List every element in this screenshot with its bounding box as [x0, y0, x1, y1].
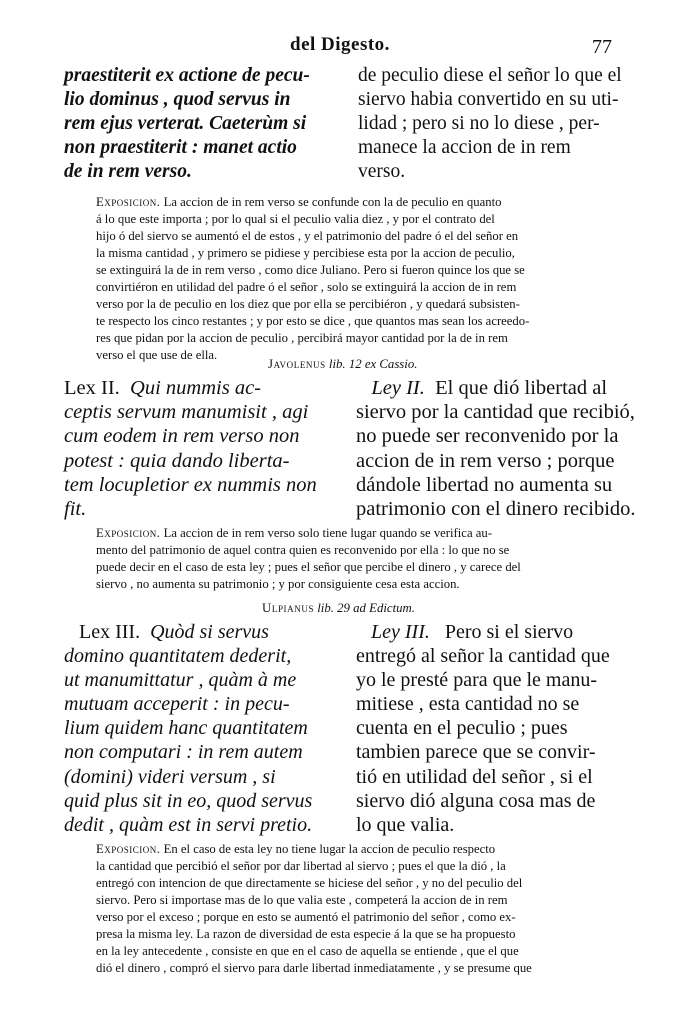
spanish-line: siervo por la cantidad que recibió, [356, 401, 635, 424]
spanish-line: siervo dió alguna cosa mas de [356, 789, 596, 812]
spanish-line: tió en utilidad del señor , si el [356, 765, 593, 788]
spanish-line: lo que valia. [356, 813, 455, 836]
note-line: verso por el exceso ; porque en esto se aumentó el patrimonio del señor , como ex- [96, 910, 516, 924]
source-author: Javolenus [268, 357, 326, 371]
latin-line: non praestiterit : manet actio [64, 137, 297, 158]
spanish-line: verso. [358, 161, 406, 182]
source-reference: lib. 29 ad Edictum. [317, 601, 415, 615]
spanish-line [356, 376, 626, 400]
spanish-line: accion de in rem verso ; porque [356, 449, 615, 472]
latin-line: ut manumittatur , quàm à me [64, 669, 297, 692]
source-reference: lib. 12 ex Cassio. [328, 357, 418, 371]
spanish-line: yo le presté para que le manu- [356, 669, 598, 692]
exposition-note-1 [96, 194, 622, 364]
spanish-line: lidad ; pero si no lo diese , per- [358, 113, 600, 134]
latin-line: dedit , quàm est in servi pretio. [64, 813, 313, 836]
note-line: mento del patrimonio de aquel contra quien es reconvenido por ella : lo que no se [96, 543, 510, 557]
latin-line: tem locupletior ex nummis non [64, 473, 317, 496]
law-number: Ley II. [371, 377, 425, 399]
note-line: convirtiéron en utilidad del padre ó el señor , solo se extinguirá la accion de in rem [96, 280, 517, 294]
latin-line: praestiterit ex actione de pecu- [64, 65, 310, 86]
note-line: res que pidan por la accion de peculio , percibirá mayor cantidad por la de in rem [96, 331, 508, 345]
latin-line: (domini) videri versum , si [64, 765, 276, 788]
latin-line: fit. [64, 498, 87, 521]
running-head [0, 34, 682, 58]
spanish-line: siervo habia convertido en su uti- [358, 89, 619, 110]
spanish-line: manece la accion de in rem [358, 137, 571, 158]
page-number: 77 [592, 36, 612, 58]
note-line: á lo que este importa ; por lo qual si el peculio valia diez , y por el contrato del [96, 212, 495, 226]
note-line: puede decir en el caso de esta ley ; pues el señor que percibe el dinero , y carece del [96, 560, 521, 574]
note-label: Exposicion. [96, 195, 161, 209]
source-citation-2 [262, 600, 415, 617]
note-line: se extinguirá la de in rem verso , como dice Juliano. Pero si fueron quince los que se [96, 263, 525, 277]
latin-line: potest : quia dando liberta- [64, 449, 290, 472]
note-line: la misma cantidad , y primero se pidiese y percibiese esta por la accion de peculio, [96, 246, 515, 260]
note-line: te respecto los cinco restantes ; y por esto se dice , que quantos mas sean los acreedo- [96, 314, 530, 328]
note-text: En el caso de esta ley no tiene lugar la accion de peculio respecto [163, 842, 496, 856]
latin-line: lium quidem hanc quantitatem [64, 717, 308, 740]
latin-column [64, 620, 340, 837]
law-number: Lex II. [64, 377, 120, 399]
latin-line [64, 620, 340, 644]
latin-line: lio dominus , quod servus in [64, 89, 291, 110]
note-line: dió el dinero , compró el siervo para darle libertad inmediatamente , y se presume que [96, 961, 532, 975]
running-title: del Digesto. [290, 34, 390, 55]
spanish-line: mitiese , esta cantidad no se [356, 693, 580, 716]
section-2 [64, 376, 636, 521]
latin-text: Quòd si servus [150, 621, 269, 643]
note-text: La accion de in rem verso solo tiene lugar quando se verifica au- [163, 526, 492, 540]
spanish-column [356, 376, 636, 521]
note-line: presa la misma ley. La razon de diversidad de esta especie á la que se ha propuesto [96, 927, 516, 941]
latin-line: de in rem verso. [64, 161, 192, 182]
note-line: siervo. Pero si importase mas de lo que valia este , competerá la accion de in rem [96, 893, 508, 907]
latin-text: Qui nummis ac- [130, 377, 261, 399]
spanish-line: entregó al señor la cantidad que [356, 645, 610, 668]
note-line: verso el que use de ella. [96, 348, 218, 362]
latin-line: rem ejus verterat. Caeterùm si [64, 113, 307, 134]
section-3 [64, 620, 626, 837]
latin-line [64, 376, 342, 400]
law-number: Ley III. [371, 621, 430, 643]
note-line: siervo , no aumenta su patrimonio ; y por consiguiente cesa esta accion. [96, 577, 460, 591]
spanish-column [358, 64, 626, 184]
exposition-note-2 [96, 525, 622, 593]
section-1 [64, 64, 626, 184]
note-line: verso por la de peculio en los diez que por ella se percibiéron , y quedará subsisten- [96, 297, 520, 311]
note-text: La accion de in rem verso se confunde con la de peculio en quanto [163, 195, 502, 209]
law-number: Lex III. [79, 621, 141, 643]
source-citation-1 [268, 356, 417, 373]
note-line [96, 525, 622, 542]
latin-line: non computari : in rem autem [64, 741, 303, 764]
note-line: hijo ó del siervo se aumentó el de estos , y el patrimonio del padre ó el del señor en [96, 229, 519, 243]
note-line [96, 194, 622, 211]
note-label: Exposicion. [96, 842, 161, 856]
spanish-line: no puede ser reconvenido por la [356, 425, 619, 448]
spanish-line: patrimonio con el dinero recibido. [356, 498, 636, 521]
note-line: entregó con intencion de que directamente se hiciese del señor , y no del peculio del [96, 876, 523, 890]
source-author: Ulpianus [262, 601, 315, 615]
latin-line: quid plus sit in eo, quod servus [64, 789, 313, 812]
note-line: la cantidad que percibió el señor por dar libertad al siervo ; pues el que la dió , la [96, 859, 506, 873]
note-line [96, 841, 622, 858]
spanish-text: Pero si el siervo [444, 621, 574, 643]
spanish-line: tambien parece que se convir- [356, 741, 596, 764]
latin-line: ceptis servum manumisit , agi [64, 401, 309, 424]
note-line: en la ley antecedente , consiste en que en el caso de aquella se entiende , que el que [96, 944, 519, 958]
latin-column [64, 376, 342, 521]
latin-column [64, 64, 348, 184]
latin-line: mutuam acceperit : in pecu- [64, 693, 290, 716]
latin-line: domino quantitatem dederit, [64, 645, 292, 668]
spanish-column [356, 620, 626, 837]
exposition-note-3 [96, 841, 622, 977]
latin-line: cum eodem in rem verso non [64, 425, 300, 448]
spanish-text: El que dió libertad al [435, 377, 608, 399]
spanish-line: dándole libertad no aumenta su [356, 473, 613, 496]
note-label: Exposicion. [96, 526, 161, 540]
spanish-line: de peculio diese el señor lo que el [358, 65, 622, 86]
spanish-line [356, 620, 626, 644]
spanish-line: cuenta en el peculio ; pues [356, 717, 568, 740]
